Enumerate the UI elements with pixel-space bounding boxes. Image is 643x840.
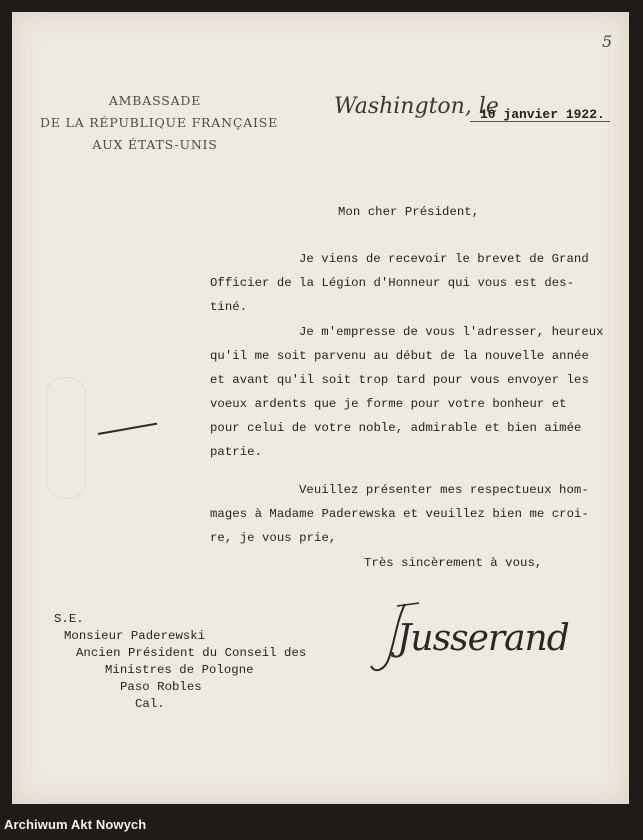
body-line: mages à Madame Paderewska et veuillez bien me croi-	[210, 507, 589, 521]
letterhead-line-1: AMBASSADE	[108, 93, 202, 108]
body-line: tiné.	[210, 300, 248, 314]
letterhead-line-2: DE LA RÉPUBLIQUE FRANÇAISE	[40, 115, 279, 130]
body-line: patrie.	[210, 445, 263, 459]
body-line: voeux ardents que je forme pour votre bonheur et	[210, 397, 567, 411]
body-line: re, je vous prie,	[210, 531, 337, 545]
folio-number: 5	[602, 32, 613, 51]
closing-line: Très sincèrement à vous,	[364, 556, 543, 570]
letter-sheet	[12, 12, 629, 804]
body-line: Je m'empresse de vous l'adresser, heureux	[299, 325, 604, 339]
archive-footer	[0, 810, 643, 840]
body-line: Veuillez présenter mes respectueux hom-	[299, 483, 589, 497]
dateline-place: Washington, le	[334, 94, 499, 119]
recipient-line: Cal.	[135, 697, 165, 711]
signature-text: Jusserand	[397, 618, 569, 659]
letterhead	[40, 90, 279, 156]
body-line: Je viens de recevoir le brevet de Grand	[299, 252, 589, 266]
body-line: pour celui de votre noble, admirable et bien aimée	[210, 421, 582, 435]
letterhead-line-3: AUX ÉTATS-UNIS	[92, 137, 218, 152]
body-line: qu'il me soit parvenu au début de la nouvelle année	[210, 349, 589, 363]
recipient-line: S.E.	[54, 612, 84, 626]
recipient-line: Ancien Président du Conseil des	[76, 646, 307, 660]
watermark	[46, 377, 86, 499]
salutation: Mon cher Président,	[338, 205, 480, 219]
recipient-line: Paso Robles	[120, 680, 202, 694]
margin-dash	[98, 423, 157, 435]
signature	[367, 600, 569, 680]
dateline-date: 10 janvier 1922.	[480, 107, 605, 122]
recipient-line: Monsieur Paderewski	[64, 629, 206, 643]
body-line: Officier de la Légion d'Honneur qui vous est des-	[210, 276, 575, 290]
body-line: et avant qu'il soit trop tard pour vous envoyer les	[210, 373, 589, 387]
recipient-line: Ministres de Pologne	[105, 663, 254, 677]
archive-label: Archiwum Akt Nowych	[4, 817, 147, 832]
